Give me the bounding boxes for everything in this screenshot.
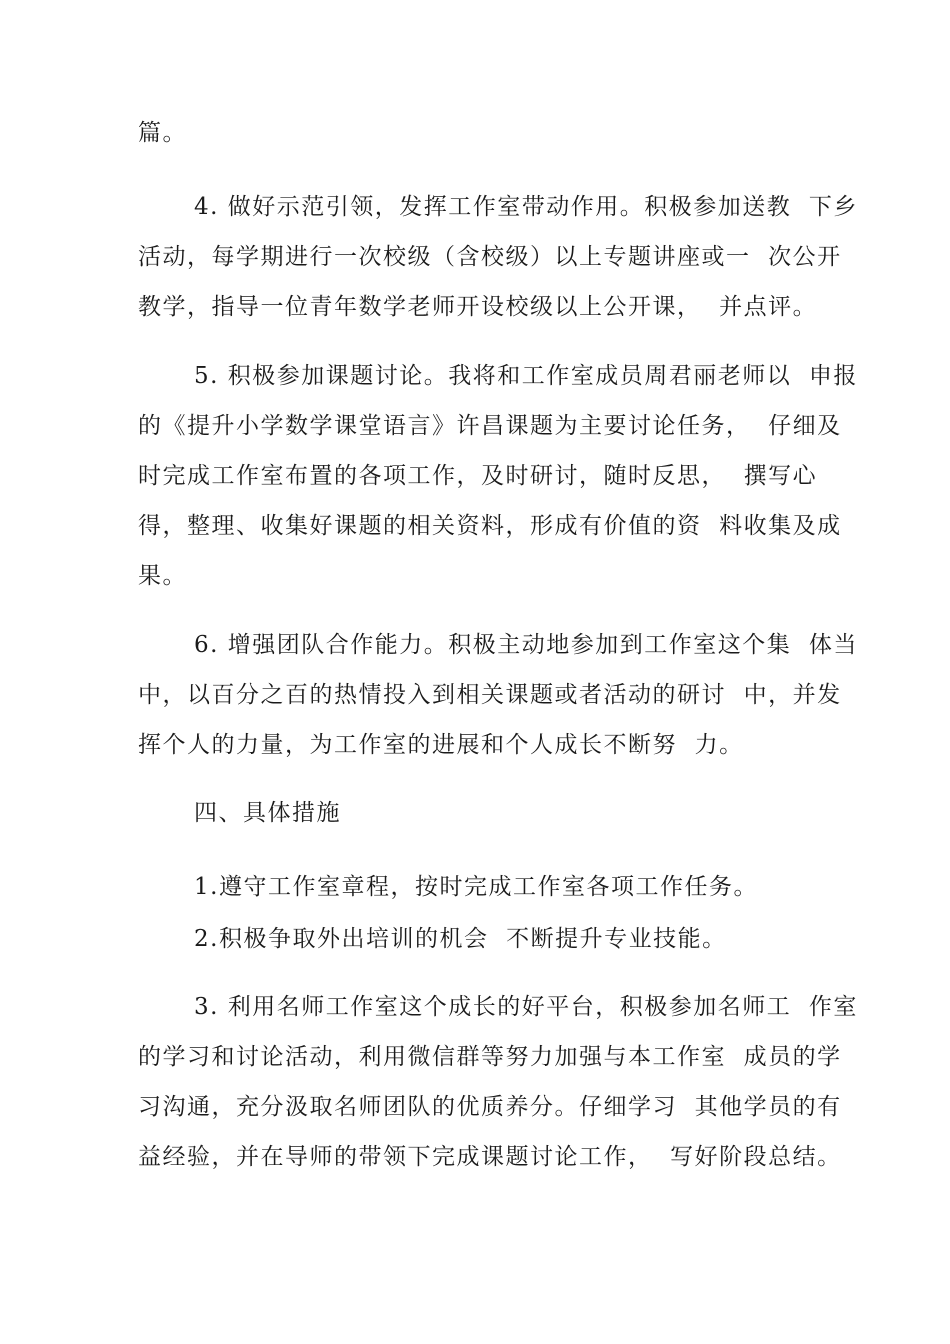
text-line: 中，以百分之百的热情投入到相关课题或者活动的研讨 中，并发 bbox=[138, 682, 842, 708]
text-line: 益经验，并在导师的带领下完成课题讨论工作， 写好阶段总结。 bbox=[138, 1144, 842, 1170]
text-line: 2.积极争取外出培训的机会 不断提升专业技能。 bbox=[194, 926, 727, 952]
text-line: 习沟通，充分汲取名师团队的优质养分。仔细学习 其他学员的有 bbox=[138, 1094, 842, 1120]
text-line: 1.遵守工作室章程，按时完成工作室各项工作任务。 bbox=[194, 874, 758, 900]
text-line: 4. 做好示范引领，发挥工作室带动作用。积极参加送教 下乡 bbox=[194, 194, 858, 220]
text-line: 3. 利用名师工作室这个成长的好平台，积极参加名师工 作室 bbox=[194, 994, 858, 1020]
text-line: 活动，每学期进行一次校级（含校级）以上专题讲座或一 次公开 bbox=[138, 244, 842, 270]
text-line: 得，整理、收集好课题的相关资料，形成有价值的资 料收集及成 bbox=[138, 513, 842, 539]
text-line: 5. 积极参加课题讨论。我将和工作室成员周君丽老师以 申报 bbox=[194, 363, 858, 389]
text-line: 的《提升小学数学课堂语言》许昌课题为主要讨论任务， 仔细及 bbox=[138, 413, 842, 439]
text-line: 的学习和讨论活动，利用微信群等努力加强与本工作室 成员的学 bbox=[138, 1044, 842, 1070]
text-line: 果。 bbox=[138, 563, 187, 589]
text-line: 挥个人的力量，为工作室的进展和个人成长不断努 力。 bbox=[138, 732, 744, 758]
text-line: 教学，指导一位青年数学老师开设校级以上公开课， 并点评。 bbox=[138, 294, 818, 320]
text-line: 篇。 bbox=[138, 120, 187, 146]
section-heading: 四、具体措施 bbox=[194, 800, 341, 826]
text-line: 6. 增强团队合作能力。积极主动地参加到工作室这个集 体当 bbox=[194, 632, 858, 658]
text-line: 时完成工作室布置的各项工作，及时研讨，随时反思， 撰写心 bbox=[138, 463, 818, 489]
